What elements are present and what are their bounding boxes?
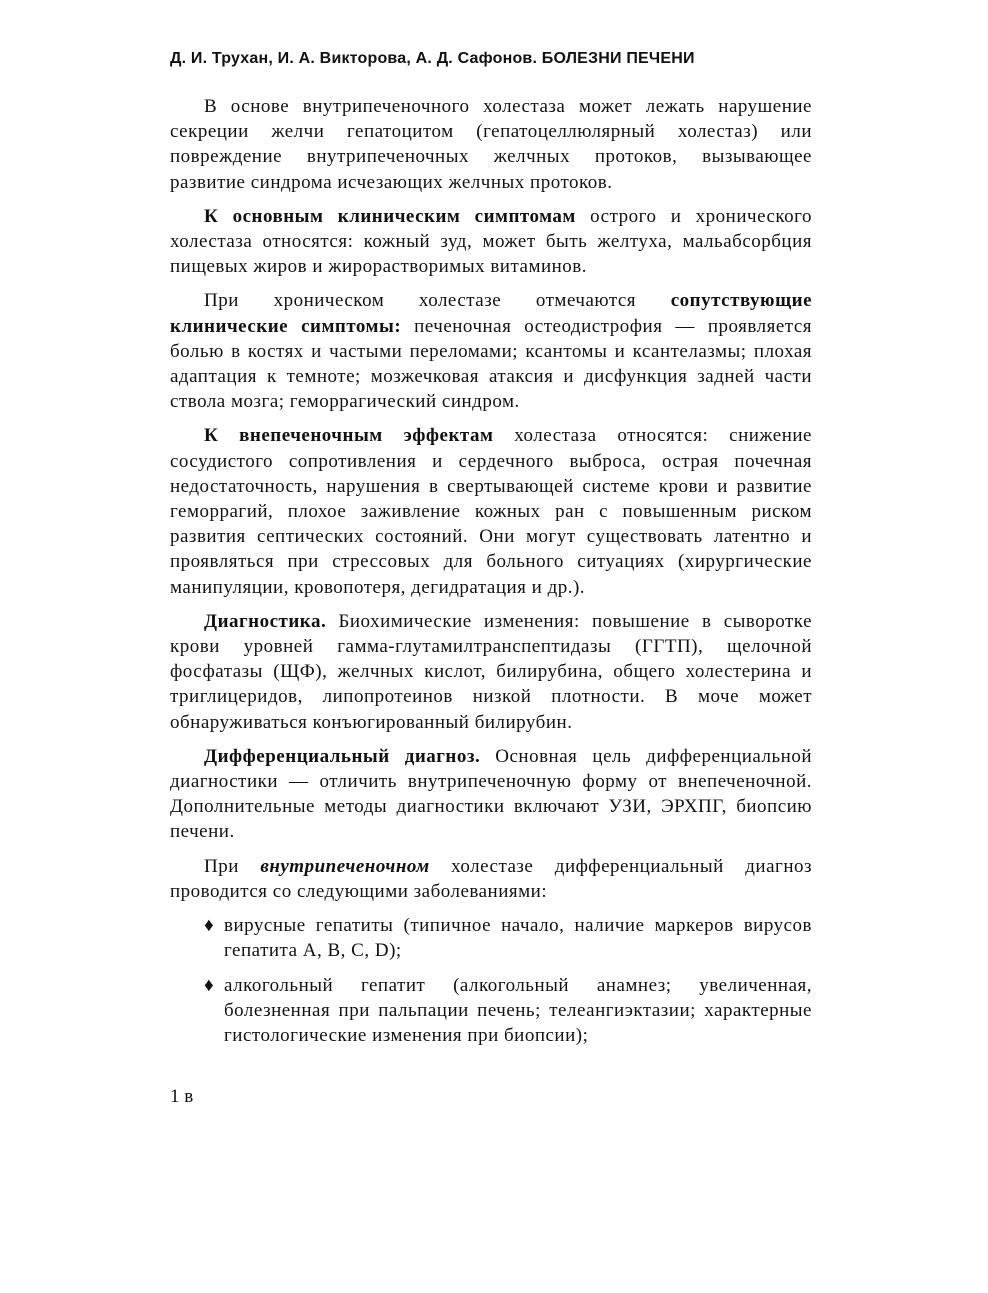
paragraph-differential-diagnosis: Дифференциальный диагноз. Основная цель дифференциальной диагностики — отличить внутрипеченочную форму от внепеченочной. Дополнительные методы диагностики включают УЗИ, ЭРХПГ, биопсию печени. [170,745,812,843]
term-diagnostics: Диагностика. [204,610,327,632]
paragraph-intrahepatic-cholestasis: В основе внутрипеченочного холестаза может лежать нарушение секреции желчи гепатоцитом (гепатоцеллюлярный холестаз) или повреждение внутрипеченочных желчных протоков, вызывающее развитие синдрома исчезающих желчных протоков. [170,96,812,193]
body-text [170,94,812,1057]
paragraph-clinical-symptoms: К основным клиническим симптомам острого и хронического холестаза относятся: кожный зуд, может быть желтуха, мальабсорбция пищевых жиров и жирорастворимых витаминов. [170,205,813,278]
term-intrahepatic: внутрипеченочном [260,855,430,877]
term-main-clinical-symptoms: К основным клиническим симптомам [204,205,576,227]
signature-mark: 1 в [170,1086,194,1107]
running-header: Д. И. Трухан, И. А. Викторова, А. Д. Сафонов. БОЛЕЗНИ ПЕЧЕНИ [170,50,695,67]
paragraph-extrahepatic-effects: К внепеченочным эффектам холестаза относятся: снижение сосудистого сопротивления и сердечного выброса, острая почечная недостаточность, нарушения в свертывающей системе крови и развитие геморрагий, плохое заживление кожных ран с повышенным риском развития септических состояний. Они могут существовать латентно и проявляться при стрессовых для больного ситуациях (хирургические манипуляции, кровопотеря, дегидратация и др.). [170,425,812,598]
paragraph-chronic-cholestasis: При хроническом холестазе отмечаются сопутствующие клинические симптомы: печеночная остеодистрофия — проявляется болью в костях и частыми переломами; ксантомы и ксантелазмы; плохая адаптация к темноте; мозжечковая атаксия и дисфункция задней части ствола мозга; геморрагический синдром. [170,290,813,413]
list-item: ♦ вирусные гепатиты (типичное начало, наличие маркеров вирусов гепатита A, B, C, D); [204,915,812,962]
paragraph-diagnostics: Диагностика. Биохимические изменения: повышение в сыворотке крови уровней гамма-глутамилтранспептидазы (ГГТП), щелочной фосфатазы (ЩФ), желчных кислот, билирубина, общего холестерина и триглицеридов, липопротеинов низкой плотности. В моче может обнаруживаться конъюгированный билирубин. [170,610,812,733]
diamond-bullet-icon: ♦ [204,974,215,996]
term-differential-diagnosis: Дифференциальный диагноз. [204,745,481,767]
diamond-bullet-icon: ♦ [204,915,215,937]
disease-list [170,913,812,1048]
paragraph-intrahepatic-differential: При внутрипеченочном холестазе дифференциальный диагноз проводится со следующими заболеваниями: [170,855,813,902]
term-concomitant-symptoms: сопутствующие клинические симптомы: [170,290,812,337]
list-item: ♦ алкогольный гепатит (алкогольный анамнез; увеличенная, болезненная при пальпации печень; телеангиэктазии; характерные гистологические изменения при биопсии); [204,974,812,1046]
term-extrahepatic-effects: К внепеченочным эффектам [204,425,494,447]
